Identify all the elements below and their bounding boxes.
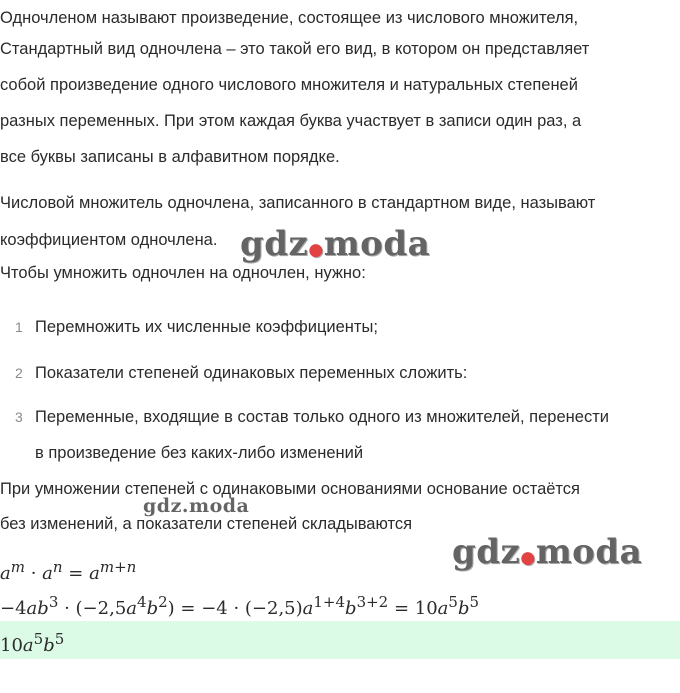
- paragraph-line: Числовой множитель одночлена, записанного в стандартном виде, называют: [0, 194, 596, 212]
- list-item: Переменные, входящие в состав только одного из множителей, перенести: [35, 408, 609, 426]
- list-number: 1: [15, 319, 23, 335]
- paragraph-line: все буквы записаны в алфавитном порядке.: [0, 148, 340, 166]
- paragraph-line: коэффициентом одночлена.: [0, 231, 218, 249]
- watermark-logo: gdz●moda: [452, 532, 643, 572]
- list-number: 2: [15, 365, 23, 381]
- list-item: Перемножить их численные коэффициенты;: [35, 318, 378, 336]
- paragraph-line: собой произведение одного числового множителя и натуральных степеней: [0, 76, 578, 94]
- paragraph-line: Одночленом называют произведение, состоящее из числового множителя,: [0, 9, 579, 27]
- formula-worked-example: $-4ab^3 \cdot (-2,5a^4b^2) = -4 \cdot (-2,5)a^{1+4}b^{3+2} = 10a^5b^5$: [0, 593, 480, 619]
- watermark-logo: gdz●moda: [240, 224, 431, 264]
- paragraph-line: Стандартный вид одночлена – это такой его вид, в котором он представляет: [0, 40, 590, 58]
- rule-line: При умножении степеней с одинаковыми основаниями основание остаётся: [0, 480, 580, 498]
- list-number: 3: [15, 409, 23, 425]
- formula-power-product: $a^m \cdot a^n = a^{m+n}$: [0, 558, 137, 584]
- list-item: Показатели степеней одинаковых переменных сложить:: [35, 364, 468, 382]
- answer-formula: $10a^5b^5$: [0, 630, 65, 656]
- paragraph-line: разных переменных. При этом каждая буква участвует в записи один раз, а: [0, 112, 582, 130]
- answer-box: [0, 621, 680, 659]
- watermark-logo: gdz.moda: [143, 495, 250, 517]
- list-item-continuation: в произведение без каких-либо изменений: [35, 444, 364, 462]
- paragraph-line: Чтобы умножить одночлен на одночлен, нужно:: [0, 264, 366, 282]
- rule-line: без изменений, а показатели степеней складываются: [0, 515, 413, 533]
